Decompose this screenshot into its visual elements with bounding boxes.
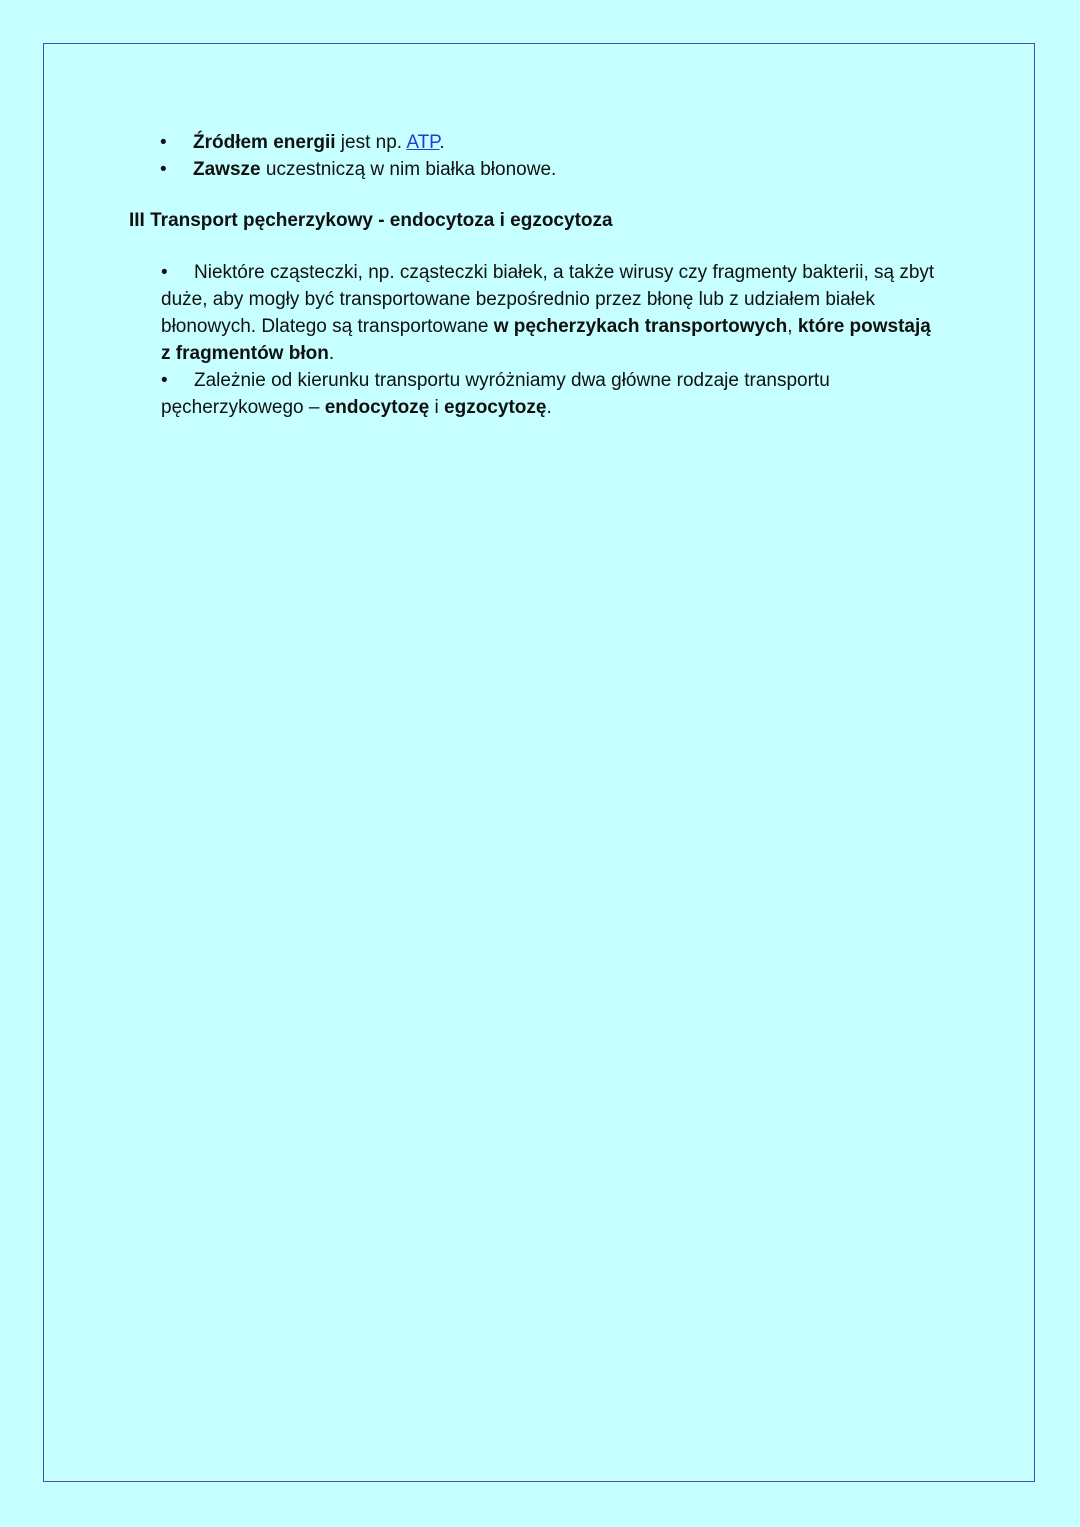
list-item-energy-source	[160, 129, 960, 156]
atp-link[interactable]: ATP	[406, 132, 440, 153]
item-text: uczestniczą w nim białka błonowe.	[260, 159, 557, 180]
bullet-icon: •	[160, 159, 167, 180]
paragraph-text: i	[429, 397, 445, 418]
item-end: .	[439, 132, 445, 153]
paragraph-end: .	[546, 397, 552, 418]
section-heading: III Transport pęcherzykowy - endocytoza i egzocytoza	[129, 210, 613, 231]
paragraph-end: .	[328, 343, 335, 364]
paragraph-large-molecules	[161, 259, 941, 367]
paragraph-text: Niektóre cząsteczki, np. cząsteczki białek, a także wirusy czy fragmenty bakterii, są zbyt duże, aby mogły być transportowane bezpośrednio przez błonę lub z udziałem białek błonowych. Dlatego są transportowane	[161, 262, 935, 337]
bold-term: które powstają z fragmentów błon	[161, 316, 931, 364]
bullet-icon: •	[161, 370, 168, 391]
bold-term: Zawsze	[193, 159, 261, 180]
list-item-membrane-proteins	[160, 156, 960, 183]
paragraph-transport-types	[161, 367, 941, 421]
bold-term: egzocytozę	[444, 397, 547, 418]
bold-term: w pęcherzykach transportowych	[493, 316, 788, 337]
bullet-list	[160, 129, 960, 183]
bullet-icon: •	[160, 132, 167, 153]
paragraph-text: ,	[787, 316, 798, 337]
item-text: jest np.	[335, 132, 407, 153]
bullet-icon: •	[161, 262, 168, 283]
paragraph-text: Zależnie od kierunku transportu wyróżniamy dwa główne rodzaje transportu pęcherzykowego –	[161, 370, 830, 418]
bold-term: endocytozę	[324, 397, 430, 418]
paragraph-list	[161, 259, 941, 421]
bold-term: Źródłem energii	[193, 132, 336, 153]
